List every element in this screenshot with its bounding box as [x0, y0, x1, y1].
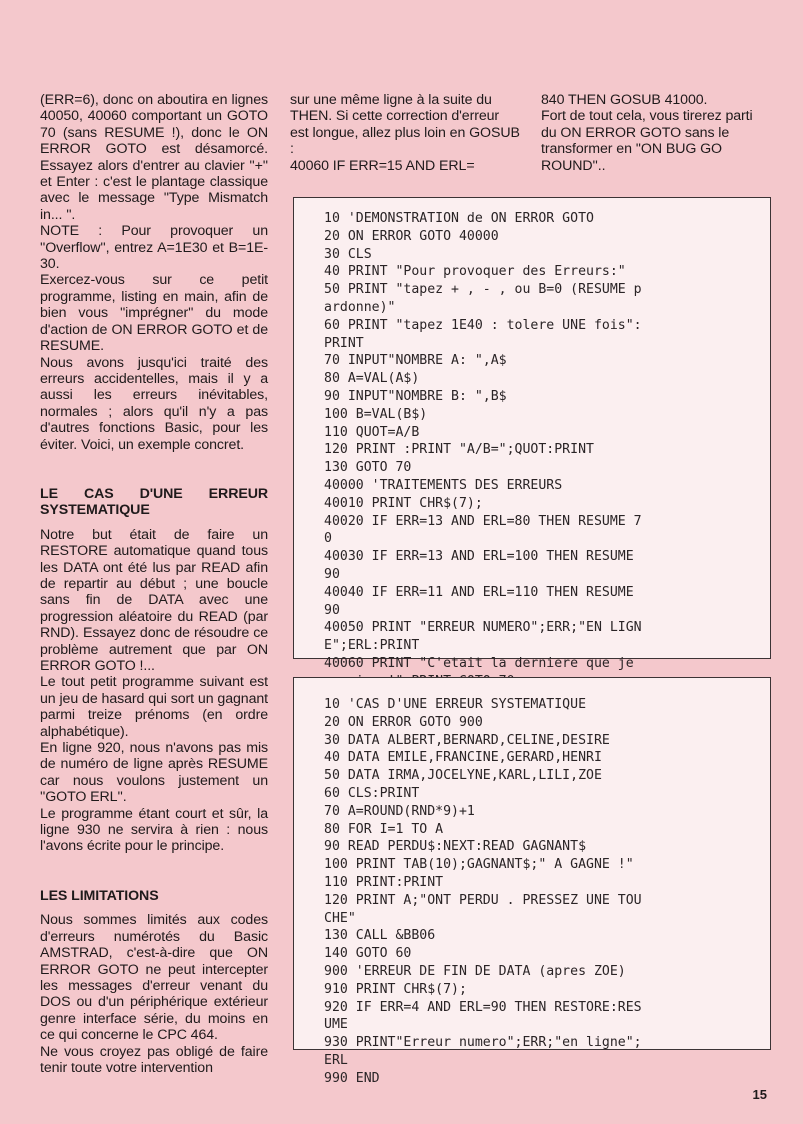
code-line: 80 FOR I=1 TO A	[324, 821, 444, 837]
code-line: ardonne)"	[324, 299, 396, 315]
code-line: 990 END	[324, 1070, 380, 1086]
program-listing-on-error-demo	[293, 197, 771, 671]
code-line: 90	[324, 566, 340, 582]
section-heading: LE CAS D'UNE ERREUR SYSTEMATIQUE	[40, 485, 268, 519]
paragraph: Exercez-vous sur ce petit programme, listing en main, afin de bien vous ''imprégner'' du mode d'action de ON ERROR GOTO et de RESUME.	[40, 272, 268, 355]
code-line: 140 GOTO 60	[324, 946, 412, 962]
code-line: 40 DATA EMILE,FRANCINE,GERARD,HENRI	[324, 750, 602, 766]
paragraph: sur une même ligne à la suite du THEN. Si cette correction d'erreur est longue, allez plus loin en GOSUB :	[290, 92, 520, 158]
code-line: 100 B=VAL(B$)	[324, 406, 428, 422]
code-line: 100 PRINT TAB(10);GAGNANT$;" A GAGNE !"	[324, 857, 634, 873]
paragraph: (ERR=6), donc on aboutira en lignes 40050, 40060 comportant un GOTO 70 (sans RESUME !), donc le ON ERROR GOTO est désamorcé. Essayez alors d'entrer au clavier ''+'' et Enter : c'est le plantage classique avec le message ''Type Mismatch in... ''.	[40, 92, 268, 223]
code-line: UME	[324, 1017, 348, 1033]
code-line: 90	[324, 602, 340, 618]
code-line: ERL	[324, 1052, 348, 1068]
code-line: 70 A=ROUND(RND*9)+1	[324, 803, 475, 819]
paragraph: Nous sommes limités aux codes d'erreurs numérotés du Basic AMSTRAD, c'est-à-dire que ON ERROR GOTO ne peut intercepter les messages d'erreur venant du DOS ou d'un périphérique extérieur genre interface série, du moins en ce qui concerne le CPC 464.	[40, 912, 268, 1044]
code-line: 50 DATA IRMA,JOCELYNE,KARL,LILI,ZOE	[324, 768, 602, 784]
code-line: PRINT	[324, 335, 364, 351]
program-listing-systematic-error	[293, 677, 771, 1086]
code-line: 90 READ PERDU$:NEXT:READ GAGNANT$	[324, 839, 587, 855]
article-column-right	[541, 92, 771, 174]
code-line: 60 CLS:PRINT	[324, 785, 420, 801]
code-line: 40010 PRINT CHR$(7);	[324, 495, 483, 511]
code-line: 90 INPUT"NOMBRE B: ",B$	[324, 388, 507, 404]
code-line: 900 'ERREUR DE FIN DE DATA (apres ZOE)	[324, 963, 626, 979]
code-line: 10 'CAS D'UNE ERREUR SYSTEMATIQUE	[324, 697, 587, 712]
code-line: 930 PRINT"Erreur numero";ERR;"en ligne";	[324, 1035, 642, 1051]
code-line: 920 IF ERR=4 AND ERL=90 THEN RESTORE:RES	[324, 999, 642, 1015]
page-number: 15	[752, 1087, 767, 1102]
code-line: 50 PRINT "tapez + , - , ou B=0 (RESUME p	[324, 282, 642, 298]
paragraph: Notre but était de faire un RESTORE automatique quand tous les DATA ont été lus par READ afin de repartir au début ; une boucle sans fin de DATA avec une progression aléatoire du READ (par RND). Essayez donc de résoudre ce problème autrement que par ON ERROR GOTO !...	[40, 526, 268, 674]
code-line: 40000 'TRAITEMENTS DES ERREURS	[324, 477, 563, 493]
code-line: 40040 IF ERR=11 AND ERL=110 THEN RESUME	[324, 584, 634, 600]
code-line: 40020 IF ERR=13 AND ERL=80 THEN RESUME 7	[324, 513, 642, 529]
code-line: 110 PRINT:PRINT	[324, 874, 444, 890]
code-line: 910 PRINT CHR$(7);	[324, 981, 467, 997]
section-heading: LES LIMITATIONS	[40, 887, 159, 904]
paragraph: Ne vous croyez pas obligé de faire tenir toute votre intervention	[40, 1043, 268, 1076]
code-line: 40060 PRINT "C'etait la derniere que je	[324, 655, 634, 671]
code-line: 120 PRINT :PRINT "A/B=";QUOT:PRINT	[324, 442, 594, 458]
paragraph: Le programme étant court et sûr, la ligne 930 ne servira à rien : nous l'avons écrite pour le principe.	[40, 805, 268, 855]
code-line: 110 QUOT=A/B	[324, 424, 420, 440]
code-line: 130 CALL &BB06	[324, 928, 436, 944]
code-line: 20 ON ERROR GOTO 900	[324, 714, 483, 730]
paragraph: NOTE : Pour provoquer un ''Overflow'', entrez A=1E30 et B=1E-30.	[40, 223, 268, 273]
code-line: 130 GOTO 70	[324, 460, 412, 476]
code-line: 30 CLS	[324, 246, 372, 262]
code-line: E";ERL:PRINT	[324, 638, 420, 654]
paragraph: Nous avons jusqu'ici traité des erreurs accidentelles, mais il y a aussi les erreurs inévitables, normales ; alors qu'il n'y a pas d'autres fonctions Basic, pour les éviter. Voici, un exemple concret.	[40, 354, 268, 453]
code-line: 0	[324, 531, 332, 547]
code-line: 60 PRINT "tapez 1E40 : tolere UNE fois":	[324, 317, 642, 333]
code-inline: 840 THEN GOSUB 41000.	[541, 92, 708, 108]
paragraph: Fort de tout cela, vous tirerez parti du ON ERROR GOTO sans le transformer en ''ON BUG GO ROUND''..	[541, 108, 753, 174]
code-line: 120 PRINT A;"ONT PERDU . PRESSEZ UNE TOU	[324, 892, 642, 908]
article-column-left	[40, 92, 268, 1076]
paragraph: En ligne 920, nous n'avons pas mis de numéro de ligne après RESUME car nous voulons justement un ''GOTO ERL''.	[40, 740, 268, 806]
code-inline: 40060 IF ERR=15 AND ERL=	[290, 157, 475, 174]
code-line: 40 PRINT "Pour provoquer des Erreurs:"	[324, 264, 626, 280]
code-line: 40050 PRINT "ERREUR NUMERO";ERR;"EN LIGN	[324, 620, 642, 636]
code-line: 40030 IF ERR=13 AND ERL=100 THEN RESUME	[324, 549, 634, 565]
code-line: 20 ON ERROR GOTO 40000	[324, 228, 499, 244]
code-line: 70 INPUT"NOMBRE A: ",A$	[324, 353, 507, 369]
code-line: 80 A=VAL(A$)	[324, 371, 420, 387]
code-line: 30 DATA ALBERT,BERNARD,CELINE,DESIRE	[324, 732, 610, 748]
code-line: CHE"	[324, 910, 356, 926]
paragraph: Le tout petit programme suivant est un jeu de hasard qui sort un gagnant parmi treize prénoms (en ordre alphabétique).	[40, 674, 268, 740]
code-line: 10 'DEMONSTRATION de ON ERROR GOTO	[324, 211, 594, 226]
article-column-middle	[290, 92, 520, 174]
